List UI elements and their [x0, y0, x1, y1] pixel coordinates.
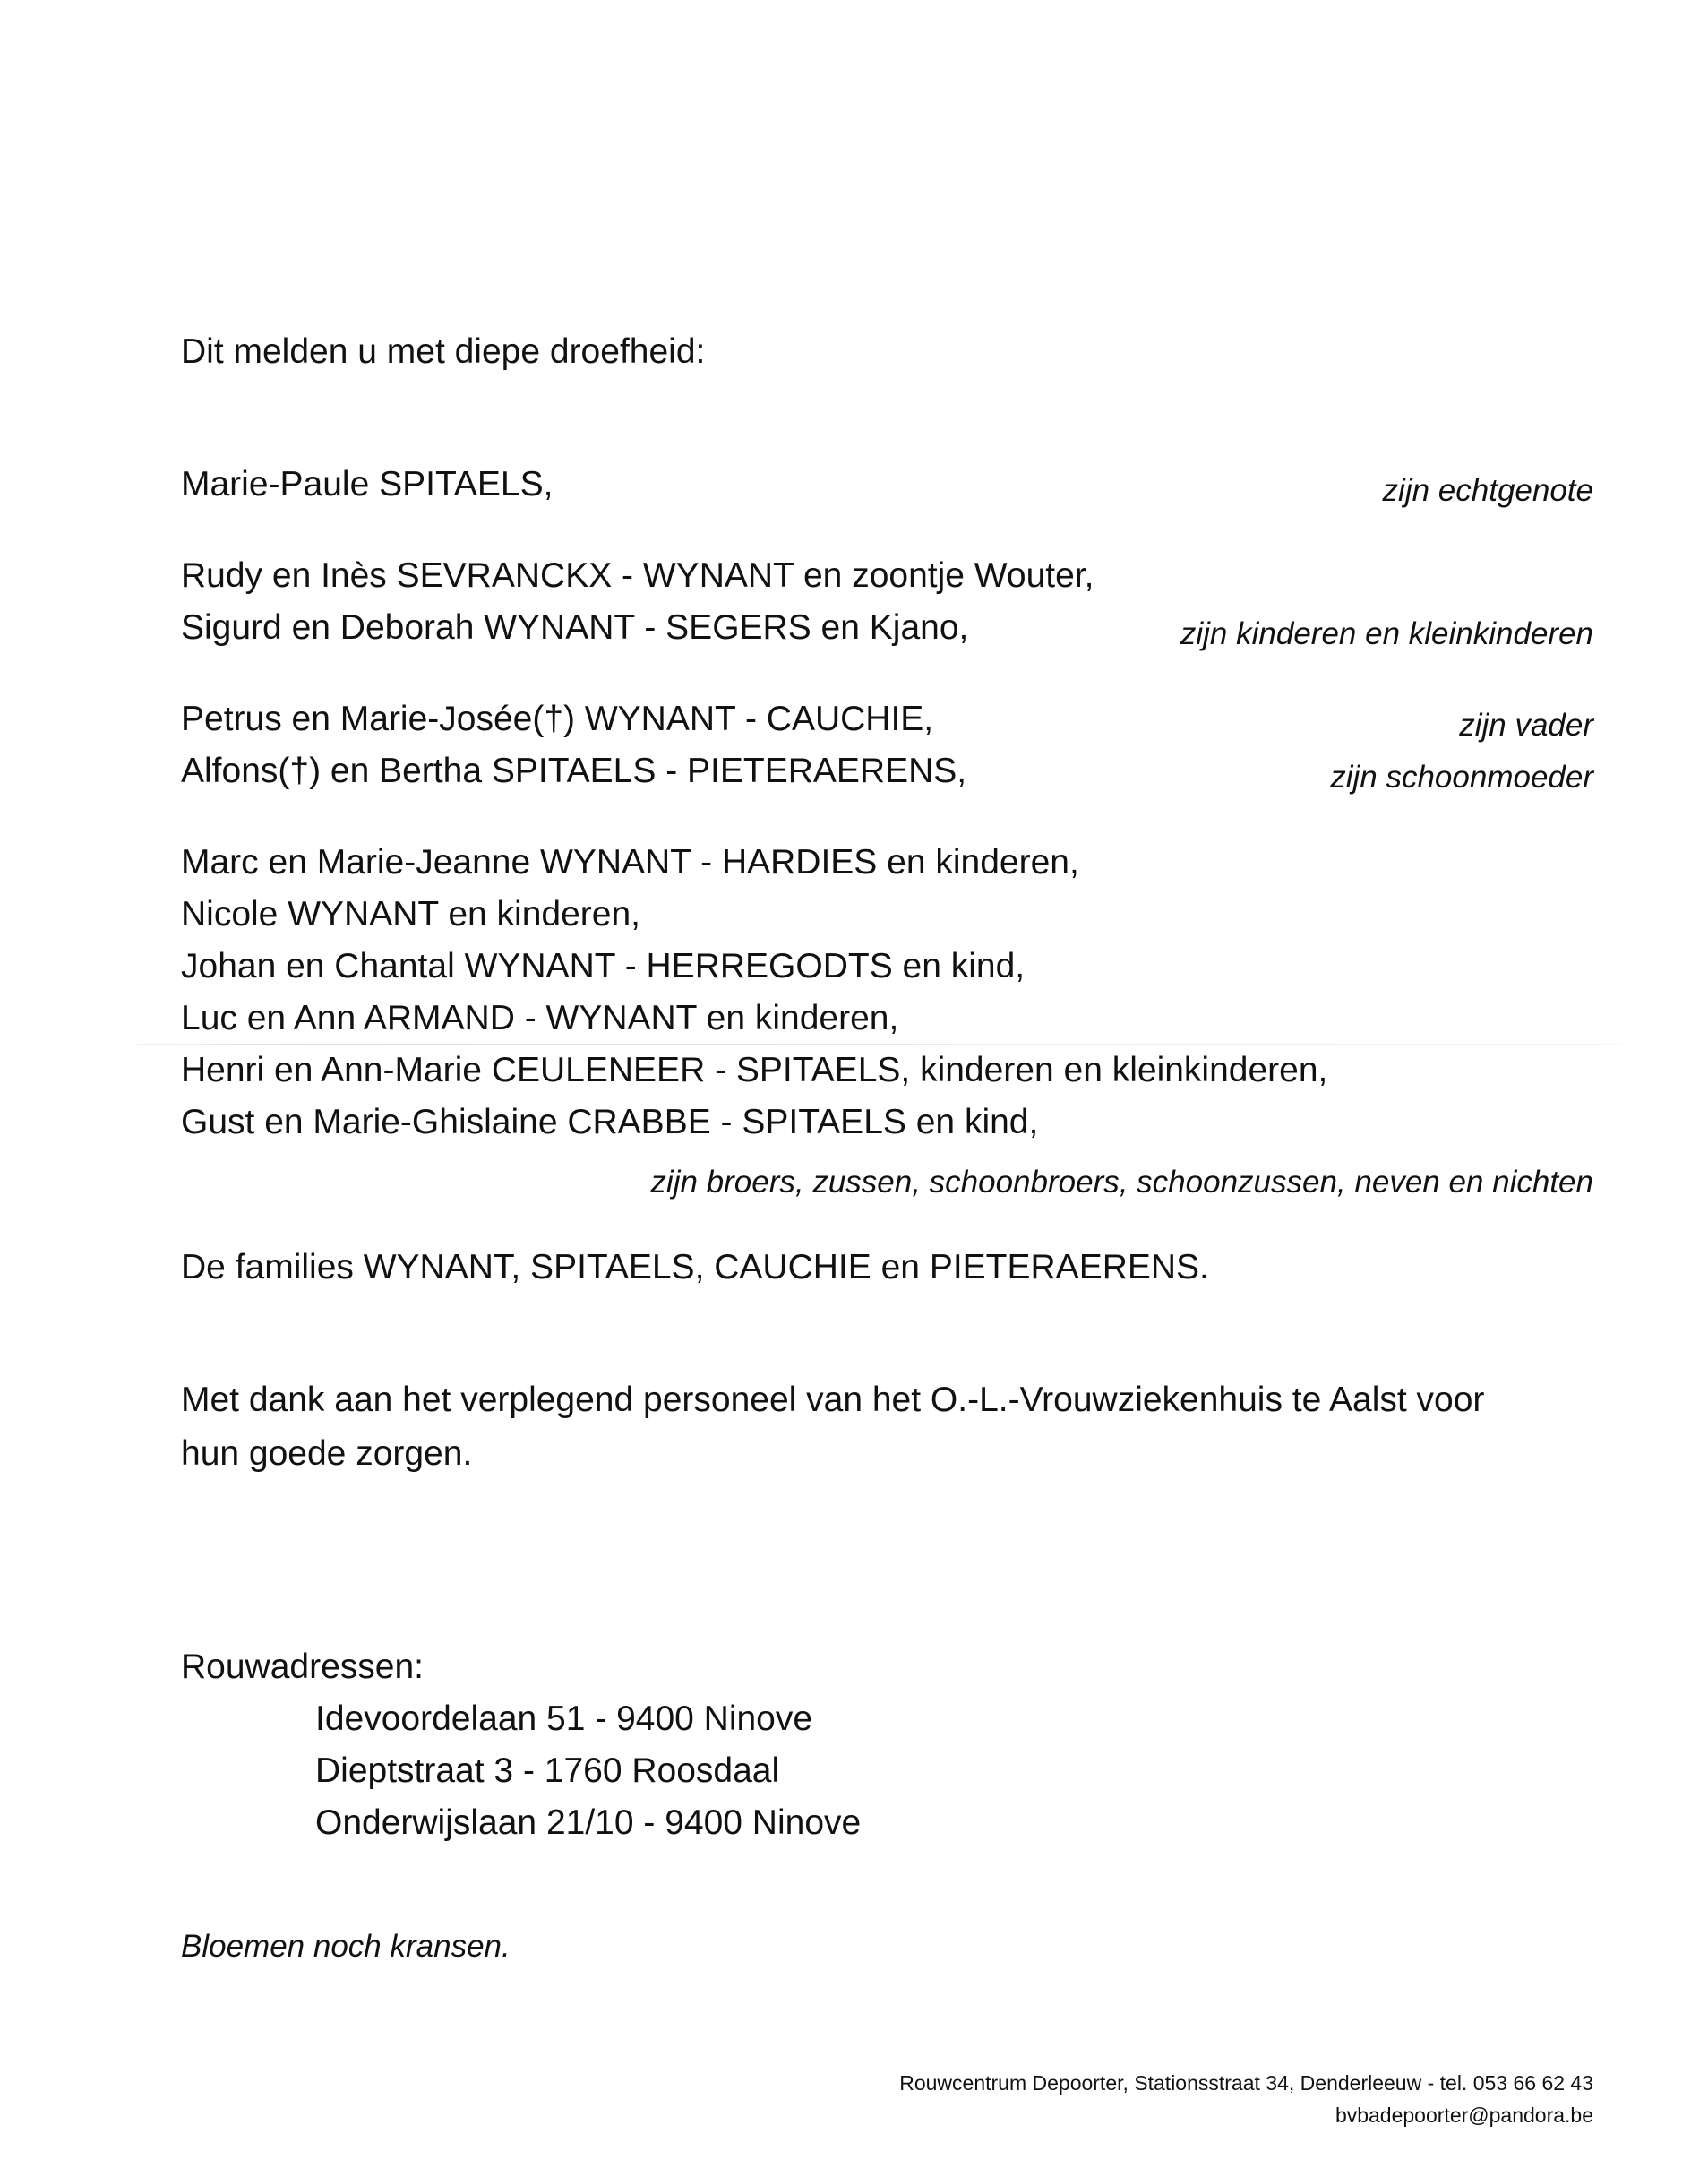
families-line: De families WYNANT, SPITAELS, CAUCHIE en PIETERAERENS. [181, 1248, 1209, 1286]
address-2: Dieptstraat 3 - 1760 Roosdaal [315, 1751, 780, 1790]
thanks-line-2: hun goede zorgen. [181, 1434, 473, 1473]
children-line-2: Sigurd en Deborah WYNANT - SEGERS en Kjano, [181, 608, 969, 647]
sibling-line-3: Johan en Chantal WYNANT - HERREGODTS en kind, [181, 947, 1026, 985]
address-1: Idevoordelaan 51 - 9400 Ninove [315, 1699, 813, 1738]
intro-text: Dit melden u met diepe droefheid: [181, 332, 706, 371]
scan-artifact-line [134, 1044, 1621, 1045]
children-line-1: Rudy en Inès SEVRANCKX - WYNANT en zoontje Wouter, [181, 556, 1094, 595]
addresses-heading: Rouwadressen: [181, 1648, 424, 1686]
sibling-line-4: Luc en Ann ARMAND - WYNANT en kinderen, [181, 999, 899, 1037]
sibling-line-6: Gust en Marie-Ghislaine CRABBE - SPITAELS en kind, [181, 1103, 1039, 1141]
inlaw-line: Alfons(†) en Bertha SPITAELS - PIETERAERENS, [181, 752, 967, 790]
inlaw-role: zijn schoonmoeder [1330, 760, 1593, 795]
spouse-name: Marie-Paule SPITAELS, [181, 465, 554, 503]
sibling-line-1: Marc en Marie-Jeanne WYNANT - HARDIES en kinderen, [181, 843, 1079, 882]
footer-email: bvbadepoorter@pandora.be [1335, 2104, 1593, 2127]
children-role: zijn kinderen en kleinkinderen [1180, 616, 1593, 651]
thanks-line-1: Met dank aan het verplegend personeel van het O.-L.-Vrouwziekenhuis te Aalst voor [181, 1381, 1485, 1419]
sibling-line-5: Henri en Ann-Marie CEULENEER - SPITAELS, kinderen en kleinkinderen, [181, 1051, 1328, 1089]
spouse-role: zijn echtgenote [1382, 473, 1593, 508]
flowers-note: Bloemen noch kransen. [181, 1929, 511, 1964]
siblings-role: zijn broers, zussen, schoonbroers, schoonzussen, neven en nichten [650, 1165, 1593, 1200]
father-line: Petrus en Marie-Josée(†) WYNANT - CAUCHIE, [181, 700, 934, 738]
sibling-line-2: Nicole WYNANT en kinderen, [181, 895, 640, 934]
father-role: zijn vader [1459, 708, 1593, 743]
footer-funeral-home: Rouwcentrum Depoorter, Stationsstraat 34, Denderleeuw - tel. 053 66 62 43 [899, 2071, 1593, 2095]
address-3: Onderwijslaan 21/10 - 9400 Ninove [315, 1803, 862, 1842]
